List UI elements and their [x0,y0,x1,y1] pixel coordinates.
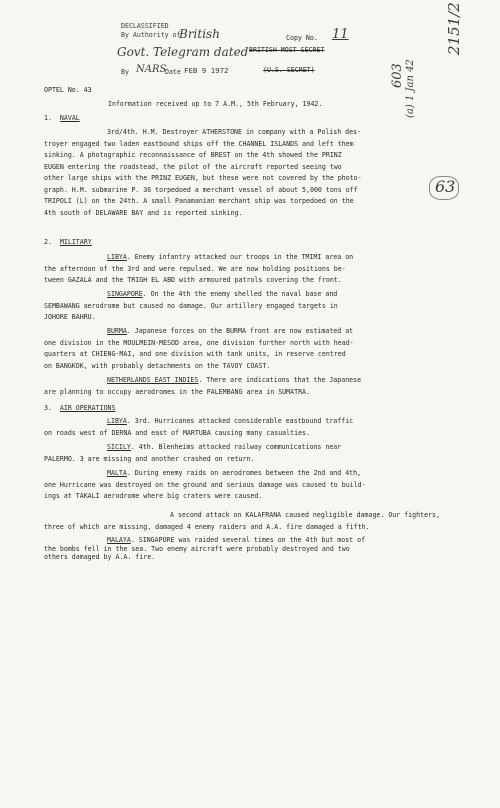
section-number: 1. [44,114,52,122]
burma-label: BURMA [107,327,127,335]
military-line: the afternoon of the 3rd and were repulsed. We are now holding positions be- [44,264,346,273]
military-line: one division in the MOULMEIN-MESOD area, one division further north with head- [44,338,354,347]
military-line: . Japanese forces on the BURMA front are now estimated at [126,327,354,335]
section-title: NAVAL [59,114,80,122]
air-line: . SINGAPORE was raided several times on the 4th but most of [130,536,366,544]
libya-label: LIBYA [107,417,127,425]
air-malaya-paragraph [44,536,365,562]
naval-line: sinking. A photographic reconnaissance of BREST on the 4th showed the PRINZ [44,151,342,159]
declass-date-label: Date [165,68,181,76]
air-line: . 4th. Blenheims attacked railway communications near [130,443,342,451]
naval-line: graph. H.M. submarine P. 36 torpedoed a merchant vessel of about 5,000 tons off [44,185,358,194]
naval-line: other large ships with the PRINZ EUGEN, but these were not covered by the photo- [44,174,362,182]
copy-number-label: Copy No. [286,34,318,42]
malta-label: MALTA [107,469,127,477]
section-number: 3. [44,404,52,412]
air-line: A second attack on KALAFRANA caused negligible damage. Our fighters, [170,511,440,519]
air-line: others damaged by A.A. fire. [44,553,156,561]
optel-number: OPTEL No. 43 [44,86,92,94]
section-naval-heading [44,114,80,122]
naval-line: troyer engaged two laden eastbound ships off the CHANNEL ISLANDS and left them [44,139,354,148]
military-line: are planning to occupy aerodromes in the PALEMBANG area in SUMATRA. [44,387,310,396]
air-sicily-paragraph [44,442,341,465]
military-line: . On the 4th the enemy shelled the naval base and [142,290,338,298]
air-line: ings at TAKALI aerodrome where big craters were caused. [44,492,263,500]
malaya-label: MALAYA [107,536,131,544]
declass-authority-label: By Authority of [121,31,181,39]
air-line: one Hurricane was destroyed on the ground and serious damage was caused to build- [44,480,366,489]
military-libya-paragraph [44,252,353,287]
sicily-label: SICILY [107,443,131,451]
margin-note-mark: 63 [435,177,456,196]
declassified-label: DECLASSIFIED [121,22,169,30]
struck-classification: BRITISH MOST SECRET [249,46,325,54]
margin-note-circle [429,176,459,200]
naval-line: TRIPOLI (L) on the 24th. A small Panamanian merchant ship was torpedoed on the [44,197,354,205]
air-libya-paragraph [44,416,353,439]
singapore-label: SINGAPORE [107,290,143,298]
copy-number-value: 11 [332,27,349,42]
declass-by-value: NARS [136,64,167,75]
margin-note-date: (a) 1 Jan 42 [405,59,416,118]
military-line: . There are indications that the Japanese [198,376,362,384]
declass-date-value: FEB 9 1972 [184,66,229,75]
nei-label: NETHERLANDS EAST INDIES [107,376,199,384]
naval-line: EUGEN entering the roadstead, the pilot of the aircraft reported seeing two [44,162,342,171]
military-nei-paragraph [44,375,361,398]
air-line: three of which are missing, damaged 4 enemy raiders and A.A. fire damaged a fifth. [44,522,370,531]
military-line: tween GAZALA and the TRIGH EL ABD with armoured patrols covering the front. [44,276,342,284]
struck-us-secret: (U.S. SECRET) [263,66,315,74]
section-title: MILITARY [59,238,92,246]
section-air-heading [44,404,115,412]
air-kalafrana-paragraph [44,510,440,533]
military-singapore-paragraph [44,289,338,324]
section-number: 2. [44,238,52,246]
naval-paragraph [44,127,362,219]
section-military-heading [44,238,92,246]
air-line: PALERMO. 3 are missing and another crashed on return. [44,454,255,463]
declass-authority-value: British [179,27,220,41]
margin-note-number: 603 [390,63,405,88]
intro-line: Information received up to 7 A.M., 5th February, 1942. [108,100,323,108]
air-line: the bombs fell in the sea. Two enemy aircraft were probably destroyed and two [44,544,350,553]
air-malta-paragraph [44,468,366,503]
naval-line: 4th south of DELAWARE BAY and is reported sinking. [44,208,243,217]
military-line: on BANGKOK, with probably detachments on the TAVOY COAST. [44,361,271,370]
declass-by-label: By [121,68,129,76]
naval-line: 3rd/4th. H.M. Destroyer ATHERSTONE in company with a Polish des- [107,128,362,136]
section-title: AIR OPERATIONS [59,404,116,412]
air-line: on roads west of DERNA and east of MARTUBA causing many casualties. [44,428,310,437]
military-line: JOHORE BAHRU. [44,313,96,321]
margin-note-file-number: 2151/2 [445,2,463,55]
military-line: SEMBAWANG aerodrome but caused no damage. Our artillery engaged targets in [44,301,338,310]
military-line: . Enemy infantry attacked our troops in the TMIMI area on [126,253,354,261]
air-line: . 3rd. Hurricanes attacked considerable eastbound traffic [126,417,354,425]
military-line: quarters at CHIENG-MAI, and one division with tank units, in reserve centred [44,350,346,358]
libya-label: LIBYA [107,253,127,261]
air-line: . During enemy raids on aerodromes between the 2nd and 4th, [126,469,362,477]
military-burma-paragraph [44,326,354,372]
declass-telegram: Govt. Telegram dated [117,45,249,59]
